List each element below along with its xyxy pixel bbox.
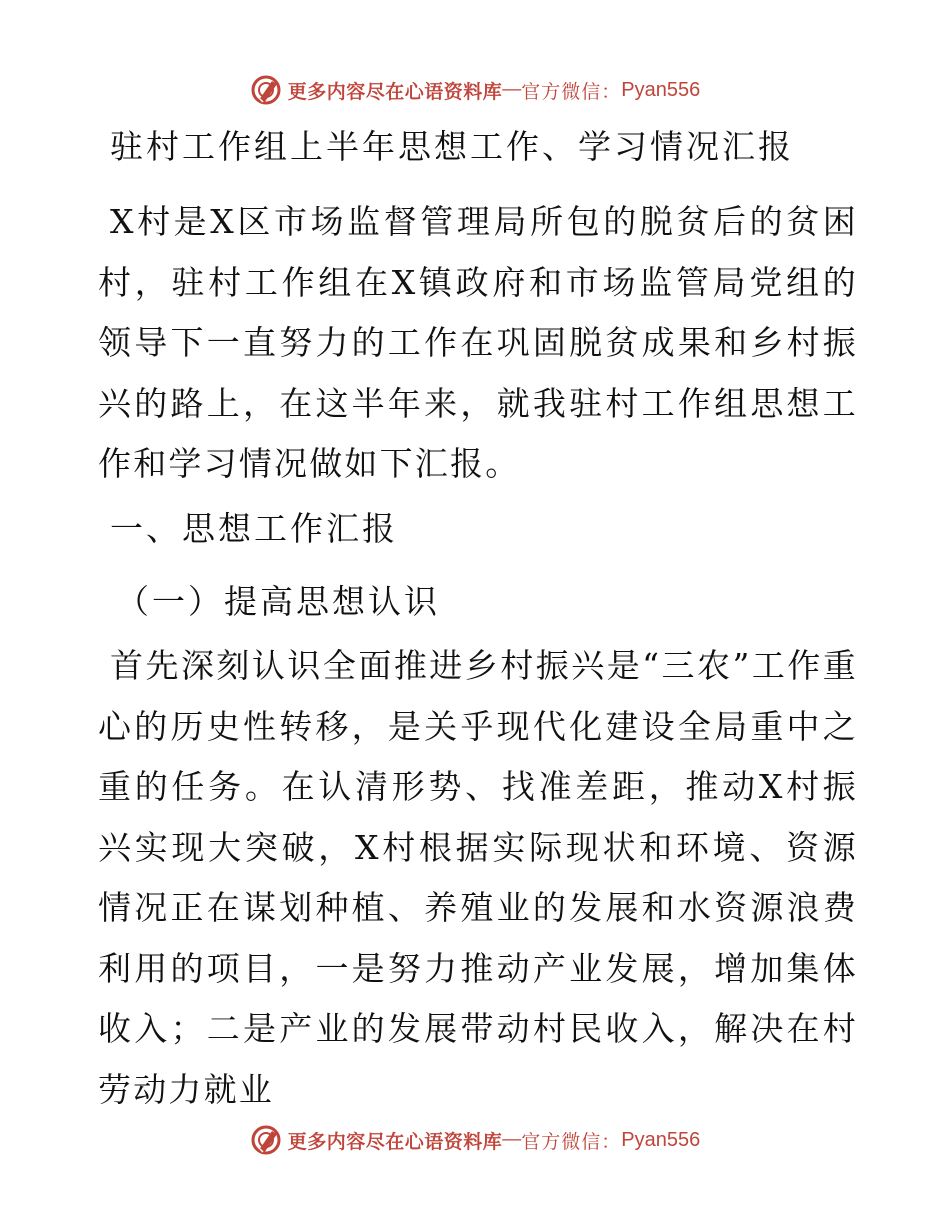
subsection-body-paragraph: 首先深刻认识全面推进乡村振兴是“三农”工作重心的历史性转移，是关乎现代化建设全局重中之重的任务。在认清形势、找准差距，推动X村振兴实现大突破，X村根据实际现状和环境、资源情况正在谋划种植、养殖业的发展和水资源浪费利用的项目，一是努力推动产业发展，增加集体收入；二是产业的发展带动村民收入，解决在村劳动力就业 xyxy=(98,646,858,1109)
banner-wechat-handle: Pyan556 xyxy=(621,78,701,101)
banner-wechat-handle: Pyan556 xyxy=(621,1128,701,1151)
intro-paragraph: X村是X区市场监督管理局所包的脱贫后的贫困村，驻村工作组在X镇政府和市场监管局党组的领导下一直努力的工作在巩固脱贫成果和乡村振兴的路上，在这半年来，就我驻村工作组思想工作和学习情况做如下汇报。 xyxy=(98,202,858,483)
header-banner xyxy=(0,70,950,110)
footer-banner xyxy=(0,1120,950,1160)
banner-separator: — xyxy=(502,79,522,100)
section-heading-1: 一、思想工作汇报 xyxy=(110,509,398,548)
pen-circle-logo-icon xyxy=(250,73,284,107)
banner-brand-text: 更多内容尽在心语资料库 xyxy=(287,1130,503,1153)
banner-separator: — xyxy=(502,1129,522,1150)
banner-official-label: 官方微信： xyxy=(521,1130,622,1153)
banner-official-label: 官方微信： xyxy=(521,80,622,103)
banner-brand-text: 更多内容尽在心语资料库 xyxy=(287,80,503,103)
document-title: 驻村工作组上半年思想工作、学习情况汇报 xyxy=(110,127,794,166)
pen-circle-logo-icon xyxy=(250,1123,284,1157)
subsection-heading-1: （一）提高思想认识 xyxy=(116,582,440,621)
